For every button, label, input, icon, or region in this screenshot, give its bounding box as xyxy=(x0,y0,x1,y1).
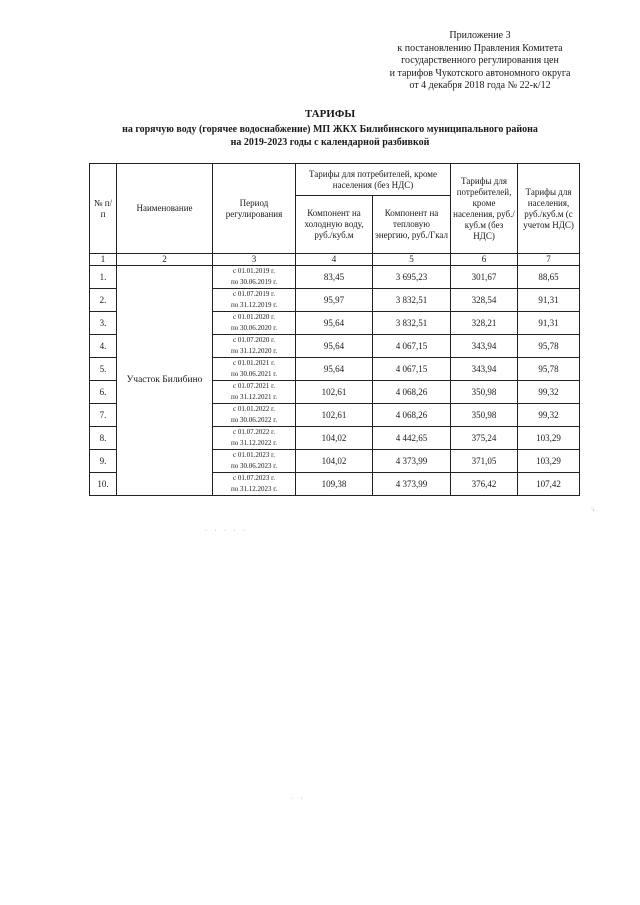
cell-tariff-population: 95,78 xyxy=(518,335,580,358)
period-end: по 31.12.2022 г. xyxy=(230,439,278,447)
cell-cold: 102,61 xyxy=(296,381,373,404)
period-start: с 01.01.2021 г. xyxy=(233,359,275,367)
row-period xyxy=(213,450,296,473)
appendix-line-3: государственного регулирования цен xyxy=(401,55,559,66)
cell-tariff-other: 376,42 xyxy=(451,473,518,496)
header-row-1 xyxy=(90,164,580,196)
period-end: по 30.06.2022 г. xyxy=(230,416,278,424)
header-group-other: Тарифы для потребителей, кроме населения (без НДС) xyxy=(296,164,451,196)
period-end: по 30.06.2023 г. xyxy=(230,462,278,470)
scan-mark: ·, xyxy=(591,506,595,512)
period-end: по 30.06.2019 г. xyxy=(230,278,278,286)
title-subject: на горячую воду (горячее водоснабжение) МП ЖКХ Билибинского муниципального района xyxy=(122,124,538,135)
cell-heat: 4 373,99 xyxy=(373,450,451,473)
cell-heat: 4 067,15 xyxy=(373,358,451,381)
table-row xyxy=(90,266,580,289)
cell-tariff-population: 91,31 xyxy=(518,312,580,335)
cell-cold: 109,38 xyxy=(296,473,373,496)
cell-tariff-population: 99,32 xyxy=(518,404,580,427)
cell-tariff-population: 107,42 xyxy=(518,473,580,496)
row-period xyxy=(213,473,296,496)
cell-heat: 3 832,51 xyxy=(373,312,451,335)
row-period xyxy=(213,427,296,450)
period-start: с 01.01.2019 г. xyxy=(233,267,275,275)
period-start: с 01.07.2021 г. xyxy=(233,382,275,390)
row-number: 4. xyxy=(90,335,117,358)
cell-tariff-population: 103,29 xyxy=(518,450,580,473)
row-number: 10. xyxy=(90,473,117,496)
period-start: с 01.07.2022 г. xyxy=(233,428,275,436)
cell-heat: 4 068,26 xyxy=(373,404,451,427)
row-period xyxy=(213,358,296,381)
column-number-row xyxy=(90,254,580,266)
colnum-4: 4 xyxy=(296,254,373,266)
row-number: 1. xyxy=(90,266,117,289)
colnum-6: 6 xyxy=(451,254,518,266)
row-number: 6. xyxy=(90,381,117,404)
cell-tariff-other: 371,05 xyxy=(451,450,518,473)
row-period xyxy=(213,404,296,427)
cell-tariff-population: 99,32 xyxy=(518,381,580,404)
appendix-line-1: Приложение 3 xyxy=(449,30,511,41)
title-period: на 2019-2023 годы с календарной разбивкой xyxy=(230,137,430,148)
cell-cold: 95,64 xyxy=(296,312,373,335)
cell-cold: 83,45 xyxy=(296,266,373,289)
colnum-2: 2 xyxy=(117,254,213,266)
document-title xyxy=(60,108,600,149)
row-number: 7. xyxy=(90,404,117,427)
scan-specks-lower: · · xyxy=(291,796,306,802)
cell-heat: 4 068,26 xyxy=(373,381,451,404)
row-period xyxy=(213,266,296,289)
period-start: с 01.07.2020 г. xyxy=(233,336,275,344)
cell-tariff-other: 375,24 xyxy=(451,427,518,450)
cell-heat: 4 067,15 xyxy=(373,335,451,358)
scan-specks: · · · · · xyxy=(205,528,248,534)
cell-tariff-population: 103,29 xyxy=(518,427,580,450)
colnum-5: 5 xyxy=(373,254,451,266)
period-end: по 31.12.2023 г. xyxy=(230,485,278,493)
period-start: с 01.01.2020 г. xyxy=(233,313,275,321)
site-name: Участок Билибино xyxy=(117,266,213,496)
row-period xyxy=(213,289,296,312)
cell-cold: 95,64 xyxy=(296,335,373,358)
cell-tariff-other: 301,67 xyxy=(451,266,518,289)
appendix-line-5: от 4 декабря 2018 года № 22-к/12 xyxy=(409,80,551,91)
colnum-3: 3 xyxy=(213,254,296,266)
period-end: по 31.12.2021 г. xyxy=(230,393,278,401)
period-start: с 01.07.2023 г. xyxy=(233,474,275,482)
cell-tariff-other: 350,98 xyxy=(451,404,518,427)
period-end: по 30.06.2021 г. xyxy=(230,370,278,378)
period-start: с 01.01.2023 г. xyxy=(233,451,275,459)
header-tariff-other: Тарифы для потребителей, кроме населения, руб./куб.м (без НДС) xyxy=(451,164,518,254)
header-tariff-population: Тарифы для населения, руб./куб.м (с учетом НДС) xyxy=(518,164,580,254)
row-number: 3. xyxy=(90,312,117,335)
row-number: 5. xyxy=(90,358,117,381)
period-end: по 30.06.2020 г. xyxy=(230,324,278,332)
period-start: с 01.01.2022 г. xyxy=(233,405,275,413)
colnum-7: 7 xyxy=(518,254,580,266)
header-heat-component: Компонент на тепловую энергию, руб./Гкал xyxy=(373,196,451,254)
cell-heat: 3 832,51 xyxy=(373,289,451,312)
row-number: 9. xyxy=(90,450,117,473)
cell-heat: 4 373,99 xyxy=(373,473,451,496)
period-start: с 01.07.2019 г. xyxy=(233,290,275,298)
cell-cold: 95,97 xyxy=(296,289,373,312)
cell-cold: 104,02 xyxy=(296,450,373,473)
cell-tariff-other: 343,94 xyxy=(451,358,518,381)
period-end: по 31.12.2020 г. xyxy=(230,347,278,355)
cell-tariff-population: 88,65 xyxy=(518,266,580,289)
cell-cold: 95,64 xyxy=(296,358,373,381)
cell-heat: 3 695,23 xyxy=(373,266,451,289)
row-number: 2. xyxy=(90,289,117,312)
cell-tariff-other: 350,98 xyxy=(451,381,518,404)
cell-tariff-population: 91,31 xyxy=(518,289,580,312)
header-num: № п/п xyxy=(90,164,117,254)
colnum-1: 1 xyxy=(90,254,117,266)
title-main: ТАРИФЫ xyxy=(304,108,356,120)
cell-tariff-other: 328,54 xyxy=(451,289,518,312)
row-number: 8. xyxy=(90,427,117,450)
appendix-block xyxy=(360,30,600,93)
appendix-line-2: к постановлению Правления Комитета xyxy=(397,42,563,54)
cell-cold: 102,61 xyxy=(296,404,373,427)
cell-tariff-other: 343,94 xyxy=(451,335,518,358)
row-period xyxy=(213,335,296,358)
tariffs-table xyxy=(89,163,580,496)
header-cold-component: Компонент на холодную воду, руб./куб.м xyxy=(296,196,373,254)
appendix-line-4: и тарифов Чукотского автономного округа xyxy=(389,67,571,79)
cell-tariff-population: 95,78 xyxy=(518,358,580,381)
cell-heat: 4 442,65 xyxy=(373,427,451,450)
header-period: Период регулирования xyxy=(213,164,296,254)
row-period xyxy=(213,381,296,404)
period-end: по 31.12.2019 г. xyxy=(230,301,278,309)
row-period xyxy=(213,312,296,335)
header-name: Наименование xyxy=(117,164,213,254)
cell-tariff-other: 328,21 xyxy=(451,312,518,335)
cell-cold: 104,02 xyxy=(296,427,373,450)
